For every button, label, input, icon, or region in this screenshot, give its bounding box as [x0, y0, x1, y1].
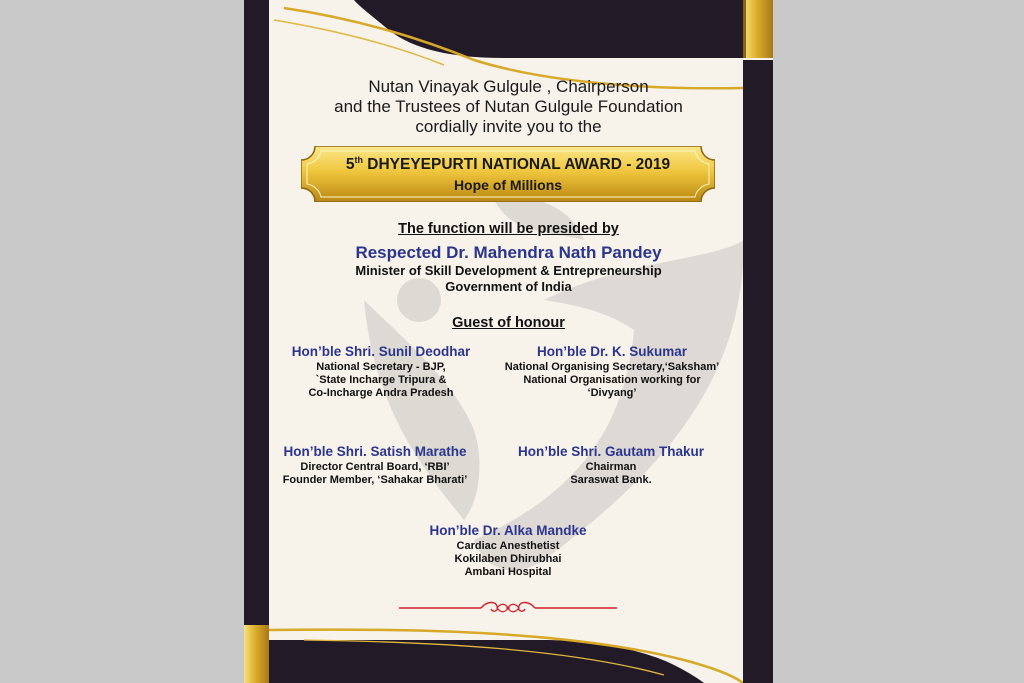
guest-detail: Co-Incharge Andra Pradesh	[308, 387, 454, 399]
chief-guest-role-1: Minister of Skill Development & Entrepreneurship	[355, 263, 662, 278]
award-title: 5th DHYEYEPURTI NATIONAL AWARD - 2019	[345, 155, 671, 174]
guest-name: Hon’ble Dr. Alka Mandke	[429, 523, 587, 538]
guest-name: Hon’ble Shri. Sunil Deodhar	[291, 344, 471, 359]
guest-card	[383, 523, 633, 579]
chief-guest-name: Respected Dr. Mahendra Nath Pandey	[355, 243, 662, 262]
award-subtitle: Hope of Millions	[453, 177, 563, 193]
intro-line-3: cordially invite you to the	[415, 117, 602, 136]
guest-card	[487, 344, 737, 400]
guest-detail: National Organisation working for	[523, 374, 701, 386]
guest-card	[256, 344, 506, 400]
guest-name: Hon’ble Shri. Gautam Thakur	[517, 444, 705, 459]
guest-detail: Founder Member, ‘Sahakar Bharati’	[282, 474, 468, 486]
guest-detail: `State Incharge Tripura &	[315, 374, 447, 386]
guest-of-honour-title: Guest of honour	[452, 315, 565, 331]
chief-guest-role-2: Government of India	[445, 279, 572, 294]
guest-detail: Chairman	[585, 461, 637, 473]
guest-card	[486, 444, 736, 487]
guest-name: Hon’ble Shri. Satish Marathe	[283, 444, 467, 459]
guest-detail: National Organising Secretary,‘Saksham’	[504, 361, 720, 373]
presided-label: The function will be presided by	[398, 221, 619, 237]
guest-card	[250, 444, 500, 487]
ornament-divider	[399, 600, 617, 616]
invitation-card	[244, 0, 773, 683]
intro-line-1: Nutan Vinayak Gulgule , Chairperson	[368, 77, 649, 96]
guest-detail: Kokilaben Dhirubhai	[454, 553, 562, 565]
guest-detail: National Secretary - BJP,	[316, 361, 446, 373]
guest-detail: Ambani Hospital	[464, 566, 552, 578]
guest-detail: Cardiac Anesthetist	[456, 540, 560, 552]
guest-detail: Director Central Board, ‘RBI’	[300, 461, 450, 473]
guest-name: Hon’ble Dr. K. Sukumar	[536, 344, 688, 359]
guest-detail: ‘Divyang’	[587, 387, 637, 399]
intro-line-2: and the Trustees of Nutan Gulgule Foundation	[334, 97, 683, 116]
guest-detail: Saraswat Bank.	[570, 474, 652, 486]
